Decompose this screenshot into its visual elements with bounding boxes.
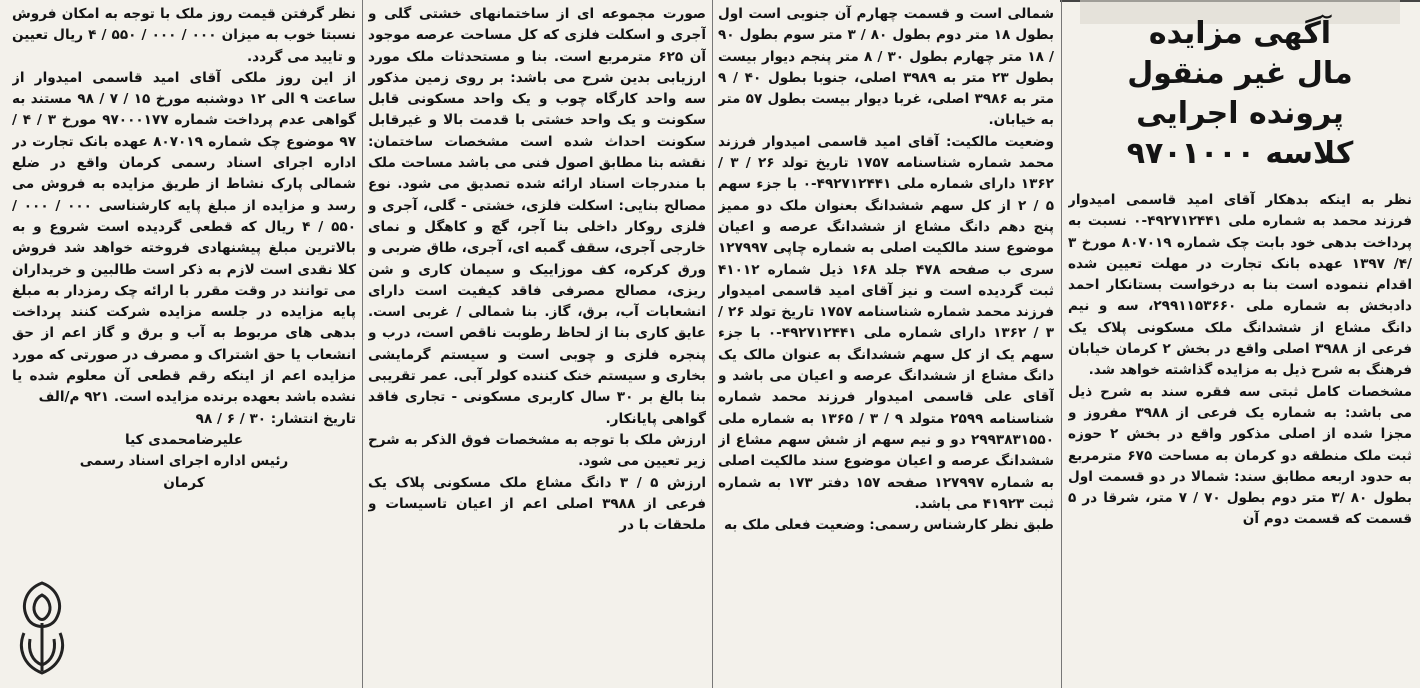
paragraph: از این روز ملکی آقای امید قاسمی امیدوار از ساعت ۹ الی ۱۲ دوشنبه مورخ ۱۵ / ۷ / ۹۸ مستند به گواهی عدم پرداخت شماره ۹۷۰۰۰۱۷۷ مورخ ۳ / ۴ / ۹۷ موضوع چک شماره ۸۰۷۰۱۹ عهده بانک تجارت در اداره اجرای اسناد رسمی کرمان واقع در ضلع شمالی پارک نشاط از طریق مزایده به فروش می رسد و مزایده از مبلغ پایه کارشناسی ۰۰۰ / ۰۰۰ / ۵۵۰ / ۴ ریال که قطعی گردیده است شروع و به بالاترین مبلغ پیشنهادی فروخته خواهد شد فروش کلا نقدی است لازم به ذکر است طالبین و خریداران می توانند در وقت مقرر با ارائه چک رمزدار به مبلغ پایه مزایده در جلسه مزایده شرکت کنند پرداخت بدهی های مربوط به آب و برق و گاز اعم از حق انشعاب یا حق اشتراک و مصرف در صورتی که مورد مزایده اعم از اینکه رقم قطعی آن معلوم شده یا نشده باشد بعهده برنده مزایده است. ۹۲۱ م/الف [12,69,356,406]
paragraph: مشخصات کامل ثبتی سه فقره سند به شرح ذیل می باشد: به شماره یک فرعی از ۳۹۸۸ مفروز و مجزا شده از اصلی مذکور واقع در بخش ۲ حوزه ثبت ملک منطقه دو کرمان به مساحت ۶۷۵ مترمربع به حدود اربعه مطابق سند: شمالا در دو قسمت اول بطول ۸۰ /۳ متر دوم بطول ۷۰ / ۷ متر، شرقا در ۵ قسمت که قسمت دوم آن [1068,383,1412,528]
paragraph: ارزش ملک با توجه به مشخصات فوق الذکر به شرح زیر تعیین می شود. [368,431,706,470]
signer-name: علیرضامحمدی کیا [124,431,243,448]
column-divider [1061,0,1062,688]
signer-title: رئیس اداره اجرای اسناد رسمی [79,453,289,470]
publish-date: تاریخ انتشار: ۳۰ / ۶ / ۹۸ [195,410,356,427]
title-line: پرونده اجرایی [1136,96,1344,131]
paragraph: ارزش ۵ / ۳ دانگ مشاع ملک مسکونی پلاک یک فرعی از ۳۹۸۸ اصلی اعم از اعیان تاسیسات و ملحقات با در [368,474,706,534]
paragraph: شمالی است و قسمت چهارم آن جنوبی است اول بطول ۱۸ متر دوم بطول ۸۰ / ۳ متر سوم بطول ۹۰ / ۱۸ متر چهارم بطول ۳۰ / ۸ متر پنجم دیوار بیست بطول ۲۳ متر به ۳۹۸۹ اصلی، جنوبا بطول ۴۰ / ۹ متر به ۳۹۸۶ اصلی، غربا دیوار بیست بطول ۵۷ متر به خیابان. [718,6,1054,129]
column-divider [362,0,363,688]
column-1 [1068,0,1412,688]
signer-city: کرمان [163,474,205,491]
paragraph: نظر به اینکه بدهکار آقای امید قاسمی امیدوار فرزند محمد به شماره ملی ۴۹۲۷۱۲۴۴۱-۰ نسبت به پرداخت بدهی خود بابت چک شماره ۸۰۷۰۱۹ مورخ ۳ /۴/ ۱۳۹۷ عهده بانک تجارت در مهلت تعیین شده اقدام ننموده است بنا به درخواست بستانکار احمد دادبخش به شماره ملی ۲۹۹۱۱۵۳۶۶۰، سه و نیم دانگ مشاع از ششدانگ ملک مسکونی پلاک یک فرعی از ۳۹۸۸ اصلی واقع در بخش ۲ کرمان خیابان فرهنگ به شرح ذیل به مزایده گذاشته خواهد شد. [1068,192,1412,379]
paragraph: نظر گرفتن قیمت روز ملک با توجه به امکان فروش نسبتا خوب به میزان ۰۰۰ / ۰۰۰ / ۵۵۰ / ۴ ریال تعیین و تایید می گردد. [12,6,356,65]
column-2 [718,4,1054,688]
title-line: کلاسه ۹۷۰۱۰۰۰ [1126,136,1354,171]
paragraph: وضعیت مالکیت: آقای امید قاسمی امیدوار فرزند محمد شماره شناسنامه ۱۷۵۷ تاریخ تولد ۲۶ / ۳ / ۱۳۶۲ دارای شماره ملی ۴۹۲۷۱۲۴۴۱-۰ با جزء سهم ۵ / ۲ از کل سهم ششدانگ بعنوان ملک دو ممیز پنج دهم دانگ مشاع از ششدانگ عرصه و اعیان موضوع سند مالکیت اصلی به شماره چاپی ۱۲۷۹۹۷ سری ب صفحه ۴۷۸ جلد ۱۶۸ ذیل شماره ۴۱۰۱۲ ثبت گردیده است و نیز آقای امید قاسمی امیدوار فرزند محمد شماره شناسنامه ۱۷۵۷ تاریخ تولد ۲۶ / ۳ / ۱۳۶۲ دارای شماره ملی ۴۹۲۷۱۲۴۴۱-۰ با جزء سهم یک از کل سهم ششدانگ به عنوان مالک یک دانگ مشاع از ششدانگ عرصه و اعیان می باشد و آقای علی قاسمی امیدوار فرزند محمد شماره شناسنامه ۲۵۹۹ متولد ۹ / ۳ / ۱۳۶۵ به شماره ملی ۲۹۹۳۸۳۱۵۵۰ دو و نیم سهم از شش سهم مشاع از ششدانگ عرصه و اعیان موضوع سند مالکیت اصلی به شماره ۱۲۷۹۹۷ صفحه ۱۵۷ دفتر ۱۷۳ به شماره ثبت ۴۱۹۲۳ می باشد. [718,133,1054,512]
paragraph: صورت مجموعه ای از ساختمانهای خشتی گلی و آجری و اسکلت فلزی که کل مساحت عرصه موجود آن ۶۲۵ مترمربع است. بنا و مستحدثات ملک مورد ارزیابی بدین شرح می باشد: بر روی زمین مذکور سه واحد کارگاه چوب و یک واحد مسکونی قابل سکونت و یک واحد خشتی با قدمت بالا و غیرقابل سکونت احداث شده است مشخصات ساختمان: نقشه بنا مطابق اصول فنی می باشد مساحت ملک با مندرجات اسناد ارائه شده تصدیق می شود. نوع مصالح بنایی: اسکلت فلزی، خشتی - گلی، آجری و فلزی روکار داخلی بنا آجر، گچ و کاهگل و نمای خارجی آجری، سقف گمبه ای، آجری، طاق ضربی و ورق کرکره، کف موزاییک و سیمان کاری و شن ریزی، مصالح مصرفی فاقد کیفیت است دارای انشعابات آب، برق، گاز. بنا شمالی / غربی است. عایق کاری بنا از لحاظ رطوبت ناقص است، درب و پنجره فلزی و چوبی است و سیستم گرمایشی بخاری و سیستم خنک کننده کولر آبی. عمر تقریبی بنا بالغ بر ۳۰ سال کاربری مسکونی - تجاری فاقد گواهی پایانکار. [368,6,706,427]
column-divider [712,0,713,688]
title-line: آگهی مزایده [1148,16,1332,51]
judiciary-emblem-icon [14,575,70,679]
title-line: مال غیر منقول [1127,56,1353,91]
paragraph: طبق نظر کارشناس رسمی: وضعیت فعلی ملک به [724,517,1054,534]
notice-title [1068,14,1412,174]
column-3 [368,4,706,688]
